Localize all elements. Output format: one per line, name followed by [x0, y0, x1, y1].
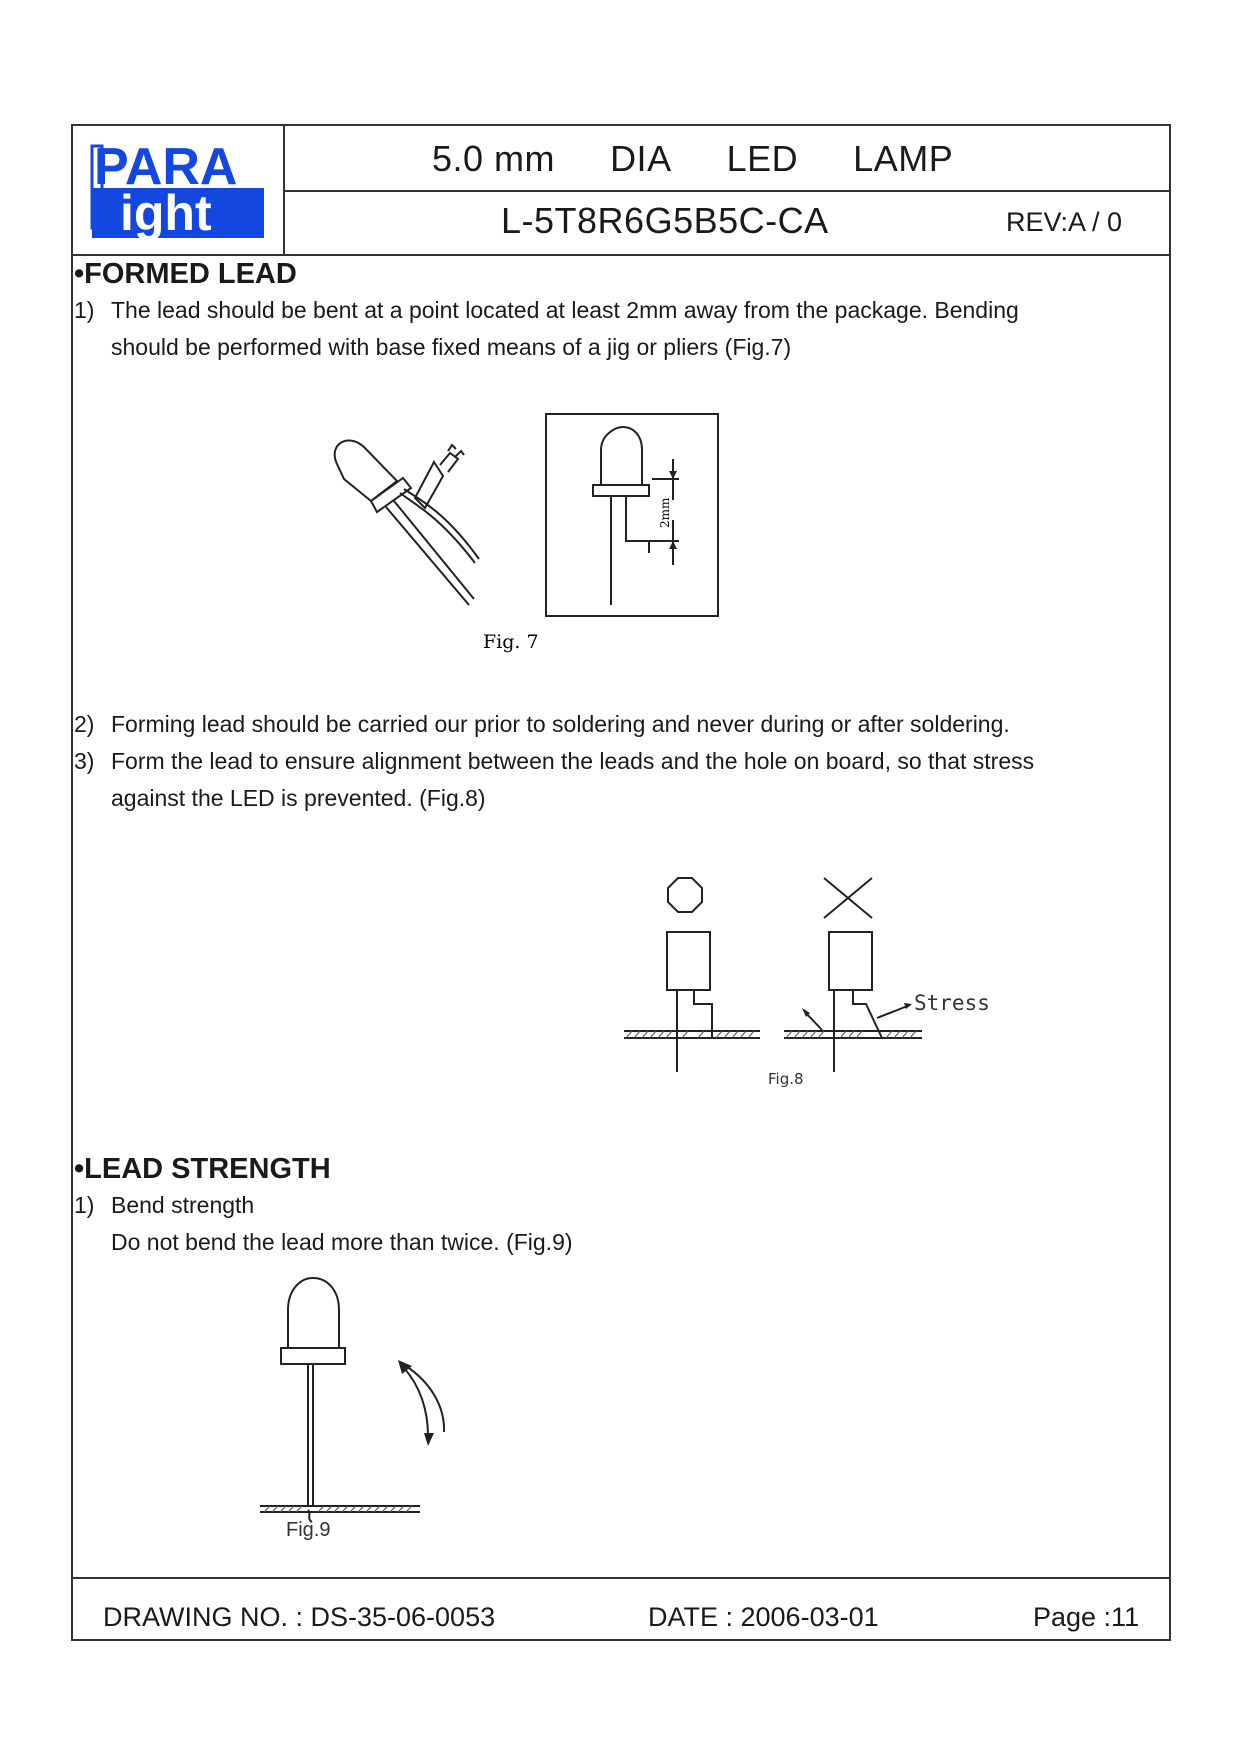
item-number: 1) [74, 297, 95, 323]
drawing-number: DRAWING NO. : DS-35-06-0053 [103, 1602, 496, 1632]
logo-text-top: PARA [94, 138, 238, 196]
fig9-label: Fig.9 [286, 1519, 331, 1541]
header-bottom-line [73, 254, 1169, 256]
logo-divider [283, 126, 285, 254]
title-led: LED [726, 138, 799, 179]
formed-lead-item-2 [74, 706, 1010, 743]
revision: REV:A / 0 [1006, 207, 1123, 237]
item-text-line-2: should be performed with base fixed means of a jig or pliers (Fig.7) [111, 334, 792, 360]
title-size: 5.0 mm [432, 138, 556, 179]
item-title: Bend strength [111, 1192, 255, 1218]
part-number: L-5T8R6G5B5C-CA [501, 200, 829, 241]
bullet-icon: • [74, 258, 85, 290]
fig7-label: Fig. 7 [483, 631, 539, 653]
item-number: 3) [74, 748, 95, 774]
figure-8 [620, 872, 1020, 1092]
doc-title [432, 138, 953, 180]
fig8-stress-label: Stress [914, 991, 990, 1015]
item-text: Do not bend the lead more than twice. (Fig.9) [111, 1229, 573, 1255]
fig7-dimension: 2mm [658, 497, 672, 528]
title-dia: DIA [610, 138, 672, 179]
formed-lead-heading: •FORMED LEAD [74, 258, 297, 290]
fig8-label: Fig.8 [768, 1070, 804, 1088]
footer-top-line [73, 1577, 1169, 1579]
page-number: Page :11 [1033, 1602, 1140, 1632]
lead-strength-heading: •LEAD STRENGTH [74, 1153, 331, 1185]
title-lamp: LAMP [853, 138, 954, 179]
item-number: 2) [74, 711, 95, 737]
figure-7 [330, 405, 730, 655]
item-number: 1) [74, 1192, 95, 1218]
doc-date: DATE : 2006-03-01 [648, 1602, 879, 1632]
item-text-line-1: The lead should be bent at a point located at least 2mm away from the package. Bending [111, 297, 1019, 323]
item-text-line-2: against the LED is prevented. (Fig.8) [111, 785, 486, 811]
logo-text-bottom: ight [120, 185, 212, 240]
header-divider-1 [285, 190, 1169, 192]
item-text-line-1: Form the lead to ensure alignment between the leads and the hole on board, so that stress [111, 748, 1035, 774]
lead-strength-item-1 [74, 1187, 573, 1255]
bullet-icon: • [74, 1153, 85, 1185]
formed-lead-item-3 [74, 743, 1035, 811]
item-text-line-1: Forming lead should be carried our prior to soldering and never during or after soldering. [111, 711, 1010, 737]
company-logo [88, 136, 268, 240]
formed-lead-item-1 [74, 292, 1019, 360]
figure-9 [250, 1270, 470, 1550]
